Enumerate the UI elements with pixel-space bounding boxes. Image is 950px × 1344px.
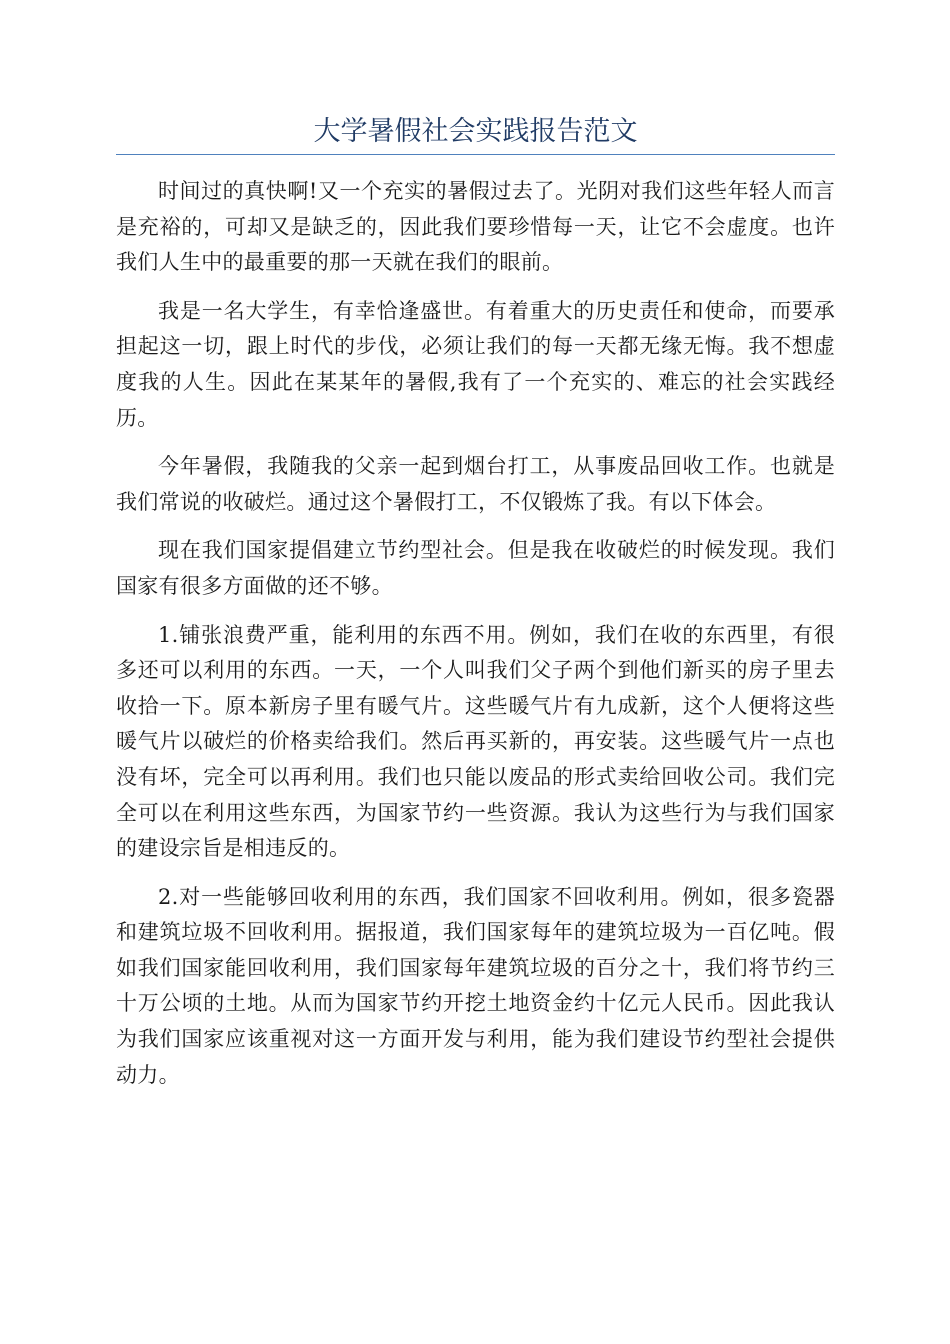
title-underline	[116, 154, 835, 155]
document-body	[116, 174, 835, 1106]
paragraph: 2.对一些能够回收利用的东西，我们国家不回收利用。例如，很多瓷器和建筑垃圾不回收利用。据报道，我们国家每年的建筑垃圾为一百亿吨。假如我们国家能回收利用，我们国家每年建筑垃圾的百分之十，我们将节约三十万公顷的土地。从而为国家节约开挖土地资金约十亿元人民币。因此我认为我们国家应该重视对这一方面开发与利用，能为我们建设节约型社会提供动力。	[116, 884, 835, 1087]
paragraph: 现在我们国家提倡建立节约型社会。但是我在收破烂的时候发现。我们国家有很多方面做的还不够。	[116, 538, 835, 598]
paragraph: 我是一名大学生，有幸恰逢盛世。有着重大的历史责任和使命，而要承担起这一切，跟上时代的步伐，必须让我们的每一天都无缘无悔。我不想虚度我的人生。因此在某某年的暑假,我有了一个充实的、难忘的社会实践经历。	[116, 298, 835, 430]
paragraph: 今年暑假，我随我的父亲一起到烟台打工，从事废品回收工作。也就是我们常说的收破烂。通过这个暑假打工，不仅锻炼了我。有以下体会。	[116, 454, 835, 514]
paragraph: 1.铺张浪费严重，能利用的东西不用。例如，我们在收的东西里，有很多还可以利用的东西。一天，一个人叫我们父子两个到他们新买的房子里去收拾一下。原本新房子里有暖气片。这些暖气片有九成新，这个人便将这些暖气片以破烂的价格卖给我们。然后再买新的，再安装。这些暖气片一点也没有坏，完全可以再利用。我们也只能以废品的形式卖给回收公司。我们完全可以在利用这些东西，为国家节约一些资源。我认为这些行为与我们国家的建设宗旨是相违反的。	[116, 622, 835, 861]
paragraph: 时间过的真快啊!又一个充实的暑假过去了。光阴对我们这些年轻人而言是充裕的，可却又是缺乏的，因此我们要珍惜每一天，让它不会虚度。也许我们人生中的最重要的那一天就在我们的眼前。	[116, 179, 835, 275]
document-title: 大学暑假社会实践报告范文	[313, 116, 638, 147]
